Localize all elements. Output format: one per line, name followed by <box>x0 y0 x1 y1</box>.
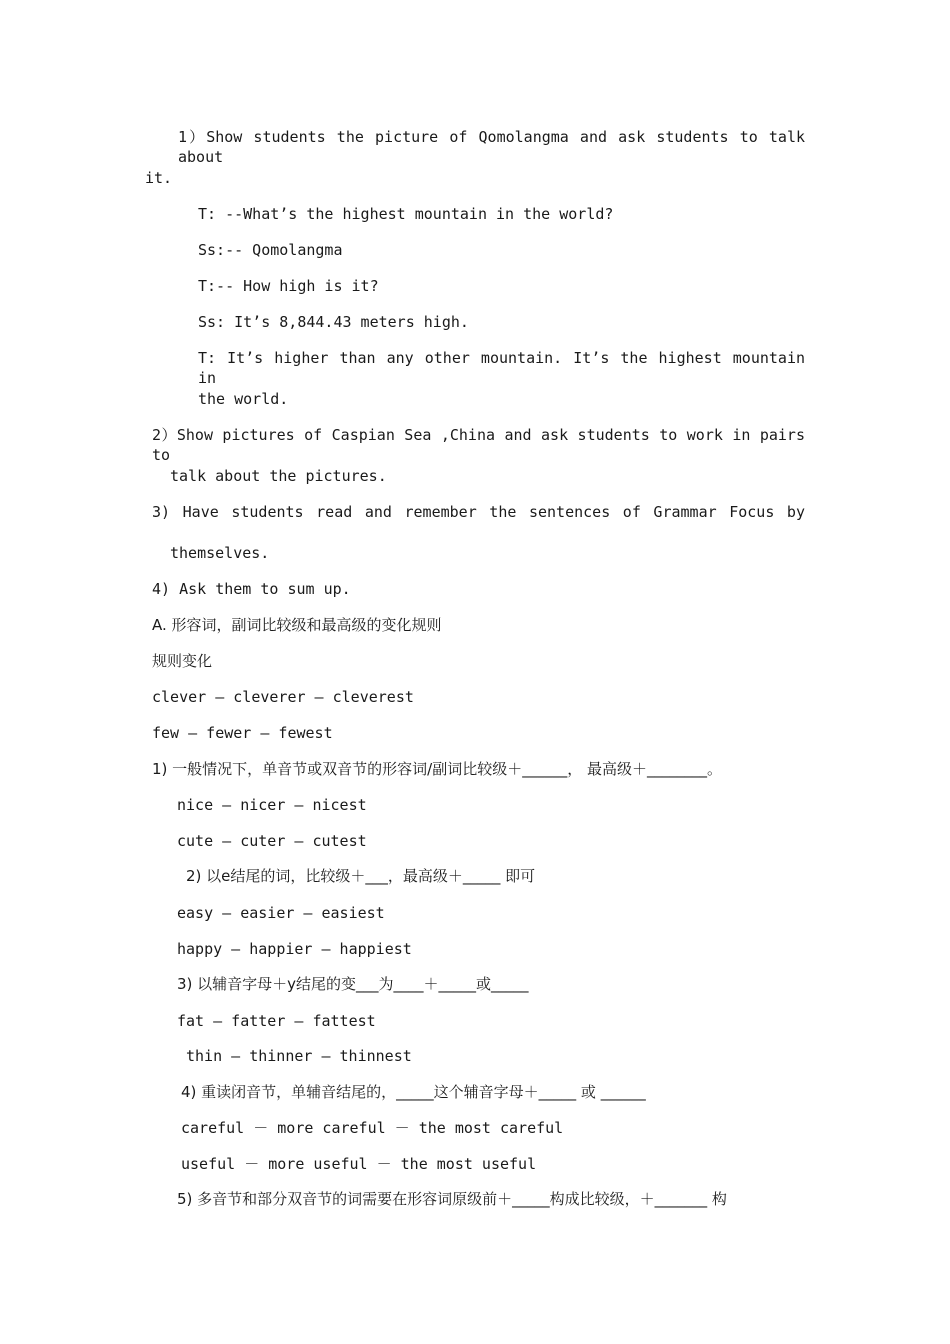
step-1-line-cont: it. <box>145 169 173 187</box>
example-careful: careful － more careful － the most careful <box>181 1119 564 1137</box>
step-3-line: 3) Have students read and remember the sentences of Grammar Focus by <box>152 503 805 521</box>
rule-1: 1) 一般情况下，单音节或双音节的形容词/副词比较级＋______， 最高级＋________。 <box>152 760 722 778</box>
example-fat: fat — fatter — fattest <box>177 1012 376 1030</box>
example-cute: cute — cuter — cutest <box>177 832 367 850</box>
rule-2: 2) 以e结尾的词，比较级＋___，最高级＋_____ 即可 <box>186 867 536 885</box>
example-clever: clever — cleverer — cleverest <box>152 688 414 706</box>
example-easy: easy — easier — easiest <box>177 904 385 922</box>
example-few: few — fewer — fewest <box>152 724 333 742</box>
example-nice: nice — nicer — nicest <box>177 796 367 814</box>
section-a-heading: A. 形容词，副词比较级和最高级的变化规则 <box>152 616 442 634</box>
regular-change-heading: 规则变化 <box>152 652 213 670</box>
step-1-line: 1）Show students the picture of Qomolangma and ask students to talk about <box>178 128 805 166</box>
dialogue-students-2: Ss: It’s 8,844.43 meters high. <box>198 313 469 331</box>
rule-5: 5) 多音节和部分双音节的词需要在形容词原级前＋_____构成比较级，＋_______ 构 <box>177 1190 727 1208</box>
example-useful: useful － more useful － the most useful <box>181 1155 537 1173</box>
dialogue-teacher-3-cont: the world. <box>198 390 289 408</box>
dialogue-teacher-3: T: It’s higher than any other mountain. It’s the highest mountain in <box>198 349 805 387</box>
example-thin: thin — thinner — thinnest <box>186 1047 412 1065</box>
dialogue-teacher-2: T:-- How high is it? <box>198 277 379 295</box>
step-4-line: 4) Ask them to sum up. <box>152 580 351 598</box>
step-2-line-cont: talk about the pictures. <box>170 467 387 485</box>
step-3-line-cont: themselves. <box>170 544 270 562</box>
dialogue-students-1: Ss:-- Qomolangma <box>198 241 343 259</box>
rule-4: 4) 重读闭音节，单辅音结尾的，_____这个辅音字母＋_____ 或 ______ <box>181 1083 646 1101</box>
step-2-line: 2）Show pictures of Caspian Sea ,China and ask students to work in pairs to <box>152 426 805 464</box>
rule-3: 3) 以辅音字母＋y结尾的变___为____＋_____或_____ <box>177 975 529 993</box>
example-happy: happy — happier — happiest <box>177 940 412 958</box>
dialogue-teacher-1: T: --What’s the highest mountain in the world? <box>198 205 614 223</box>
